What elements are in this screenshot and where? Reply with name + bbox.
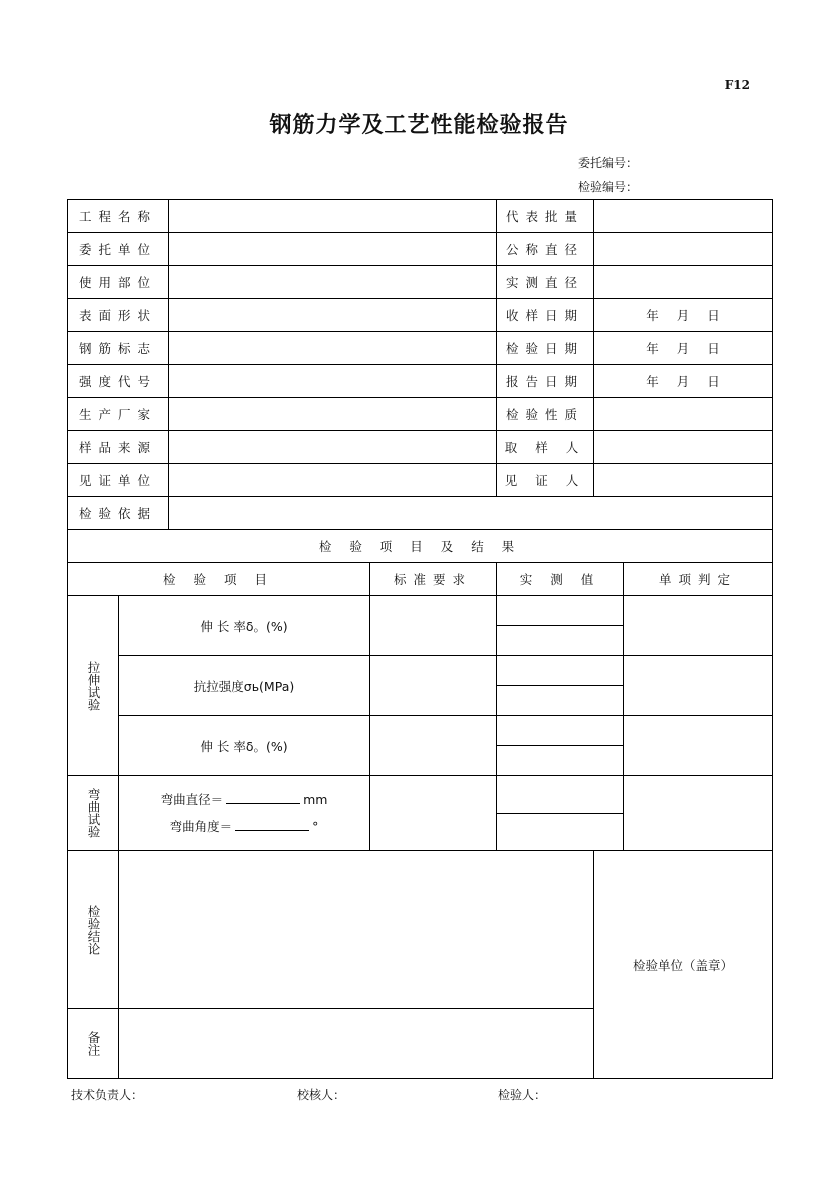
label-usage-location: 使用部位 — [68, 266, 169, 299]
form-code: F12 — [724, 78, 750, 92]
tensile-test-label: 拉伸试验 — [68, 596, 119, 776]
field-usage-location[interactable] — [169, 266, 497, 299]
col-standard: 标准要求 — [370, 563, 497, 596]
entrust-no-label: 委托编号： — [578, 156, 639, 170]
label-test-basis: 检验依据 — [68, 497, 169, 530]
reviewer-label: 校核人： — [297, 1088, 346, 1102]
field-receive-date[interactable]: 年 月 日 — [594, 299, 773, 332]
label-project-name: 工程名称 — [68, 200, 169, 233]
field-test-basis[interactable] — [169, 497, 773, 530]
field-strength-code[interactable] — [169, 365, 497, 398]
test-no-label: 检验编号： — [578, 180, 639, 194]
field-sampler[interactable] — [594, 431, 773, 464]
tech-lead-label: 技术负责人： — [71, 1088, 144, 1102]
stamp-area: 检验单位（盖章） — [594, 851, 773, 1079]
tensile-item-elongation-2: 伸 长 率δ。(%) — [119, 716, 370, 776]
label-nominal-diameter: 公称直径 — [497, 233, 594, 266]
field-sample-source[interactable] — [169, 431, 497, 464]
bend-angle-field[interactable] — [235, 818, 309, 831]
field-witness-unit[interactable] — [169, 464, 497, 497]
conclusion-label: 检验结论 — [68, 851, 119, 1009]
bend-judgement[interactable] — [624, 776, 773, 851]
col-judgement: 单项判定 — [624, 563, 773, 596]
label-report-date: 报告日期 — [497, 365, 594, 398]
field-test-date[interactable]: 年 月 日 — [594, 332, 773, 365]
label-batch: 代表批量 — [497, 200, 594, 233]
label-receive-date: 收样日期 — [497, 299, 594, 332]
field-witness[interactable] — [594, 464, 773, 497]
tensile-judgement-2[interactable] — [624, 656, 773, 716]
bend-measured[interactable] — [497, 776, 624, 851]
tensile-measured-2[interactable] — [497, 656, 624, 716]
label-witness-unit: 见证单位 — [68, 464, 169, 497]
page-title: 钢筋力学及工艺性能检验报告 — [269, 113, 569, 138]
results-header: 检 验 项 目 及 结 果 — [68, 530, 773, 563]
tensile-judgement-3[interactable] — [624, 716, 773, 776]
label-sampler: 取 样 人 — [497, 431, 594, 464]
tensile-item-elongation-1: 伸 长 率δ。(%) — [119, 596, 370, 656]
conclusion-field[interactable] — [119, 851, 594, 1009]
label-measured-diameter: 实测直径 — [497, 266, 594, 299]
bend-diameter-label: 弯曲直径＝ — [160, 792, 224, 807]
bend-test-label: 弯曲试验 — [68, 776, 119, 851]
report-table — [67, 199, 773, 1079]
bend-angle-unit: ° — [312, 819, 319, 834]
col-test-item: 检 验 项 目 — [68, 563, 370, 596]
label-sample-source: 样品来源 — [68, 431, 169, 464]
bend-diameter-field[interactable] — [226, 791, 300, 804]
label-client: 委托单位 — [68, 233, 169, 266]
field-project-name[interactable] — [169, 200, 497, 233]
label-rebar-mark: 钢筋标志 — [68, 332, 169, 365]
field-rebar-mark[interactable] — [169, 332, 497, 365]
field-batch[interactable] — [594, 200, 773, 233]
tensile-standard-3[interactable] — [370, 716, 497, 776]
bend-parameters — [119, 776, 370, 851]
tensile-standard-1[interactable] — [370, 596, 497, 656]
label-manufacturer: 生产厂家 — [68, 398, 169, 431]
label-test-nature: 检验性质 — [497, 398, 594, 431]
field-measured-diameter[interactable] — [594, 266, 773, 299]
field-manufacturer[interactable] — [169, 398, 497, 431]
label-surface-shape: 表面形状 — [68, 299, 169, 332]
tensile-standard-2[interactable] — [370, 656, 497, 716]
field-report-date[interactable]: 年 月 日 — [594, 365, 773, 398]
field-surface-shape[interactable] — [169, 299, 497, 332]
tensile-judgement-1[interactable] — [624, 596, 773, 656]
tensile-item-strength: 抗拉强度σь(MPa) — [119, 656, 370, 716]
label-strength-code: 强度代号 — [68, 365, 169, 398]
remark-field[interactable] — [119, 1009, 594, 1079]
bend-angle-label: 弯曲角度＝ — [169, 819, 233, 834]
col-measured: 实 测 值 — [497, 563, 624, 596]
bend-standard[interactable] — [370, 776, 497, 851]
field-test-nature[interactable] — [594, 398, 773, 431]
tensile-measured-3[interactable] — [497, 716, 624, 776]
remark-label: 备注 — [68, 1009, 119, 1079]
bend-diameter-unit: mm — [303, 792, 328, 807]
label-witness: 见 证 人 — [497, 464, 594, 497]
field-nominal-diameter[interactable] — [594, 233, 773, 266]
inspector-label: 检验人： — [498, 1088, 547, 1102]
tensile-measured-1[interactable] — [497, 596, 624, 656]
field-client[interactable] — [169, 233, 497, 266]
label-test-date: 检验日期 — [497, 332, 594, 365]
